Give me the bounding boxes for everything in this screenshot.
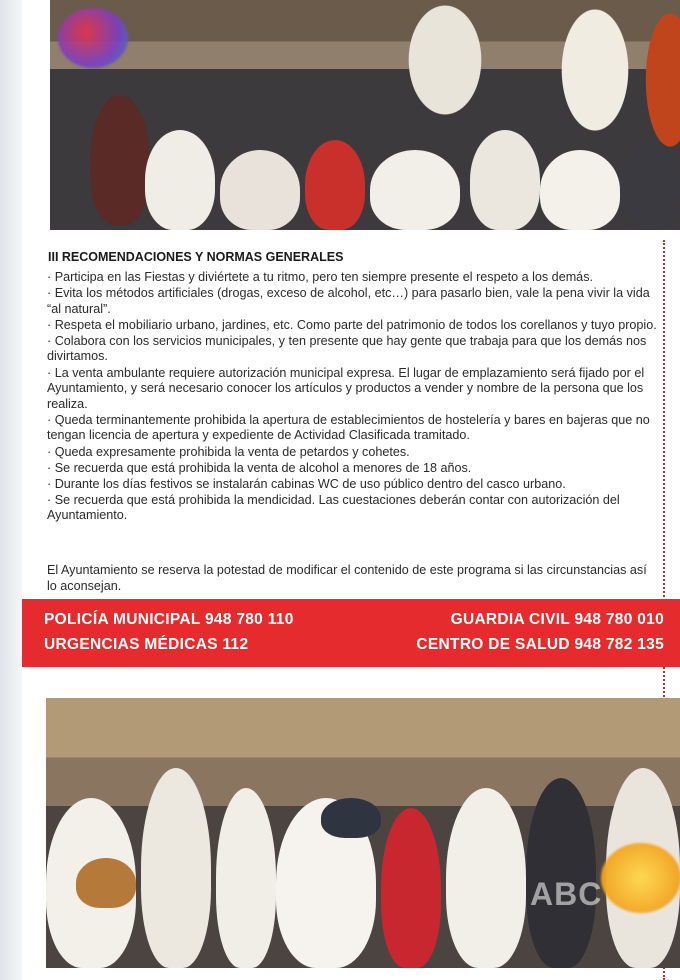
crowd-figure bbox=[220, 150, 300, 230]
centro-salud-contact: CENTRO DE SALUD 948 782 135 bbox=[416, 636, 664, 653]
rule-item: · La venta ambulante requiere autorización municipal expresa. El lugar de emplazamiento será fijado por el Ayuntamiento, y será necesario conocer los artículos y productos a vender y nombre de la persona que los realiza. bbox=[47, 365, 645, 411]
rule-item: · Respeta el mobiliario urbano, jardines, etc. Como parte del patrimonio de todos los corellanos y tuyo propio. bbox=[47, 317, 657, 332]
paint-splash-decoration bbox=[601, 843, 680, 913]
crowd-figure bbox=[526, 778, 596, 968]
page-edge bbox=[0, 0, 22, 980]
guitar-shape bbox=[76, 858, 136, 908]
paint-splash-decoration bbox=[58, 8, 128, 68]
policia-contact: POLICÍA MUNICIPAL 948 780 110 bbox=[44, 611, 294, 628]
section-title: III RECOMENDACIONES Y NORMAS GENERALES bbox=[48, 250, 344, 264]
guardia-contact: GUARDIA CIVIL 948 780 010 bbox=[450, 611, 664, 628]
musicians-photo bbox=[46, 698, 680, 968]
rule-item: · Participa en las Fiestas y diviértete a tu ritmo, pero ten siempre presente el respeto a los demás. bbox=[47, 270, 593, 284]
rule-item: · Queda expresamente prohibida la venta de petardos y cohetes. bbox=[47, 444, 410, 459]
rule-item: · Queda terminantemente prohibida la apertura de establecimientos de hostelería y bares en bajeras que no tengan licencia de apertura y expediente de Actividad Clasificada tramitado. bbox=[47, 412, 650, 443]
rule-item: · Durante los días festivos se instalarán cabinas WC de uso público dentro del casco urbano. bbox=[47, 476, 566, 491]
rule-item: · Se recuerda que está prohibida la mendicidad. Las cuestaciones deberán contar con autorización del Ayuntamiento. bbox=[47, 492, 620, 523]
crowd-figure bbox=[470, 130, 540, 230]
crowd-figure bbox=[446, 788, 526, 968]
crowd-figure bbox=[305, 140, 365, 230]
disclaimer: El Ayuntamiento se reserva la potestad de modificar el contenido de este programa si las circunstancias así lo aconsejan. bbox=[47, 563, 647, 593]
crowd-figure bbox=[540, 150, 620, 230]
accordion-shape bbox=[321, 798, 381, 838]
rule-item: · Evita los métodos artificiales (drogas, exceso de alcohol, etc…) para pasarlo bien, vale la pena vivir la vida “al natural”. bbox=[47, 286, 650, 316]
contact-banner bbox=[22, 599, 680, 667]
rule-item: · Colabora con los servicios municipales, y ten presente que hay gente que trabaja para que los demás nos divirtamos. bbox=[47, 333, 647, 364]
watermark-logo: ABC bbox=[530, 876, 603, 912]
crowd-figure bbox=[370, 150, 460, 230]
crowd-figure bbox=[90, 95, 150, 225]
urgencias-contact: URGENCIAS MÉDICAS 112 bbox=[44, 636, 249, 653]
rule-item: · Se recuerda que está prohibida la venta de alcohol a menores de 18 años. bbox=[47, 460, 472, 475]
rules-list bbox=[47, 270, 665, 525]
crowd-figure bbox=[620, 140, 680, 230]
festival-crowd-photo bbox=[50, 0, 680, 230]
crowd-figure bbox=[141, 768, 211, 968]
crowd-figure bbox=[145, 130, 215, 230]
crowd-figure bbox=[381, 808, 441, 968]
crowd-figure bbox=[216, 788, 276, 968]
